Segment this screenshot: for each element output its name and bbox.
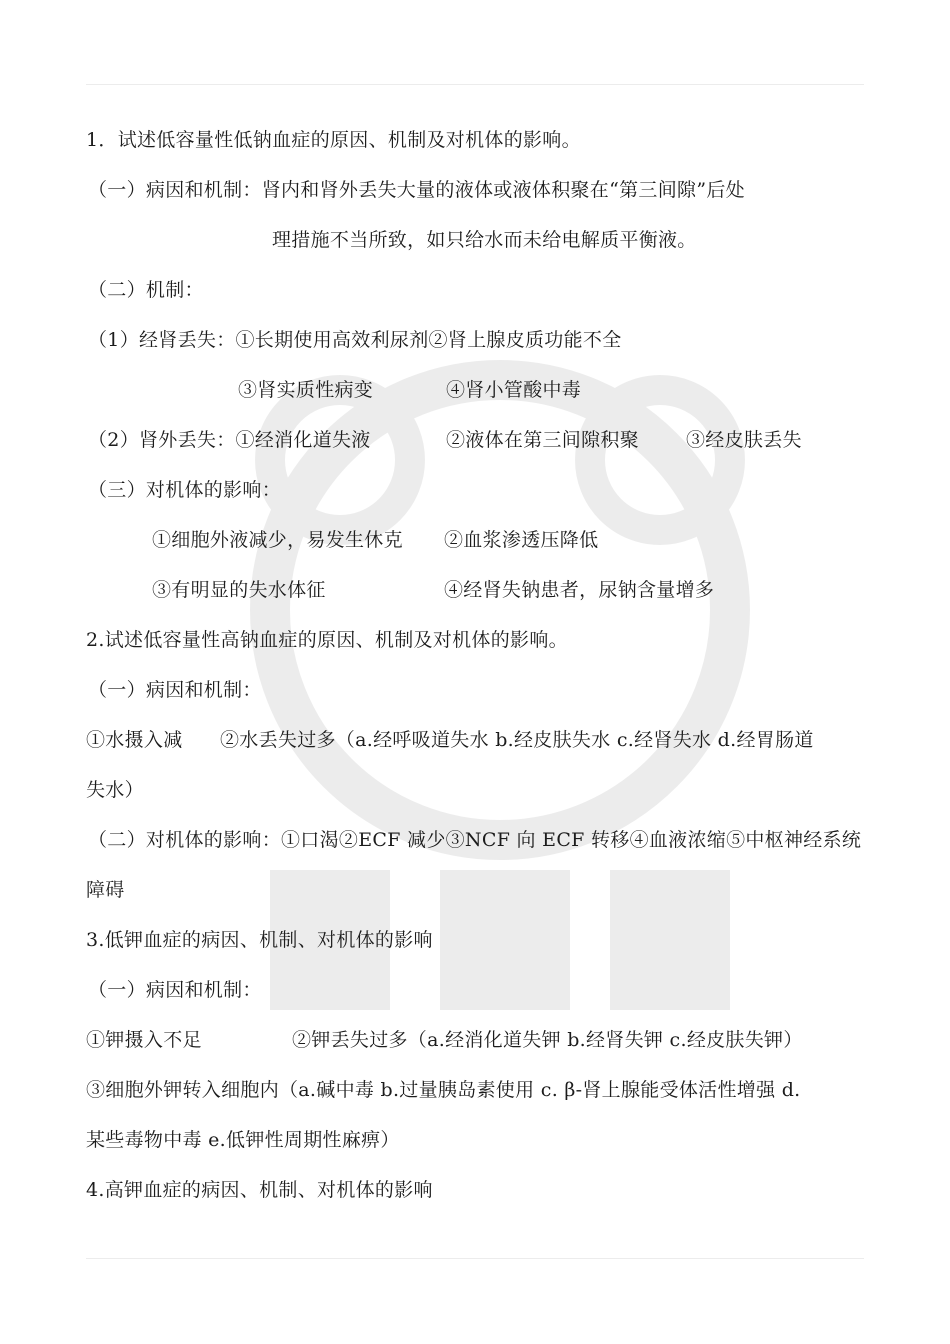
q2-causes-line1 (0, 728, 950, 752)
q3-title: 3.低钾血症的病因、机制、对机体的影响 (86, 929, 433, 951)
q2-effects-line2: 障碍 (86, 879, 125, 901)
q3-cause-heading: （一）病因和机制： (88, 979, 262, 1001)
q3-cause-3-line1: ③细胞外钾转入细胞内（a.碱中毒 b.过量胰岛素使用 c. β-肾上腺能受体活性增强 d. (86, 1079, 801, 1101)
q1-effects-row1 (0, 528, 950, 552)
q3-cause-2: ②钾丢失过多（a.经消化道失钾 b.经肾失钾 c.经皮肤失钾） (292, 1029, 803, 1051)
q2-title: 2.试述低容量性高钠血症的原因、机制及对机体的影响。 (86, 629, 568, 651)
footer-divider (86, 1258, 864, 1259)
q3-causes-line1 (0, 1028, 950, 1052)
extrarenal-item-2: ②液体在第三间隙积聚 (446, 429, 640, 451)
effect-1: ①细胞外液减少，易发生休克 (152, 529, 403, 551)
effect-2: ②血浆渗透压降低 (444, 529, 599, 551)
extrarenal-item-3: ③经皮肤丢失 (686, 429, 802, 451)
q2-effects-line1: （二）对机体的影响：①口渴②ECF 减少③NCF 向 ECF 转移④血液浓缩⑤中枢神经系统 (88, 829, 862, 851)
q2-cause-1: ①水摄入减 (86, 729, 183, 751)
q4-title: 4.高钾血症的病因、机制、对机体的影响 (86, 1179, 433, 1201)
renal-item-3: ③肾实质性病变 (238, 379, 374, 401)
renal-item-4: ④肾小管酸中毒 (446, 379, 582, 401)
q1-extrarenal-loss-line (0, 428, 950, 452)
q2-cause-2: ②水丢失过多（a.经呼吸道失水 b.经皮肤失水 c.经肾失水 d.经胃肠道 (220, 729, 814, 751)
q1-cause-line2: 理措施不当所致，如只给水而未给电解质平衡液。 (272, 229, 697, 251)
q1-cause-line1: （一）病因和机制：肾内和肾外丢失大量的液体或液体积聚在“第三间隙”后处 (88, 179, 745, 201)
q1-effects-row2 (0, 578, 950, 602)
q2-cause-heading: （一）病因和机制： (88, 679, 262, 701)
q1-renal-loss-line2 (0, 378, 950, 402)
effect-3: ③有明显的失水体征 (152, 579, 326, 601)
q1-renal-loss-line1: （1）经肾丢失：①长期使用高效利尿剂②肾上腺皮质功能不全 (88, 329, 622, 351)
q1-title: 1．试述低容量性低钠血症的原因、机制及对机体的影响。 (86, 129, 581, 151)
extrarenal-label: （2）肾外丢失：①经消化道失液 (88, 429, 371, 451)
q1-mechanism-heading: （二）机制： (88, 279, 204, 301)
q1-effects-heading: （三）对机体的影响： (88, 479, 282, 501)
q3-cause-1: ①钾摄入不足 (86, 1029, 202, 1051)
header-divider (86, 84, 864, 85)
q2-causes-line2: 失水） (86, 779, 144, 801)
q3-cause-3-line2: 某些毒物中毒 e.低钾性周期性麻痹） (86, 1129, 400, 1151)
effect-4: ④经肾失钠患者，尿钠含量增多 (444, 579, 715, 601)
